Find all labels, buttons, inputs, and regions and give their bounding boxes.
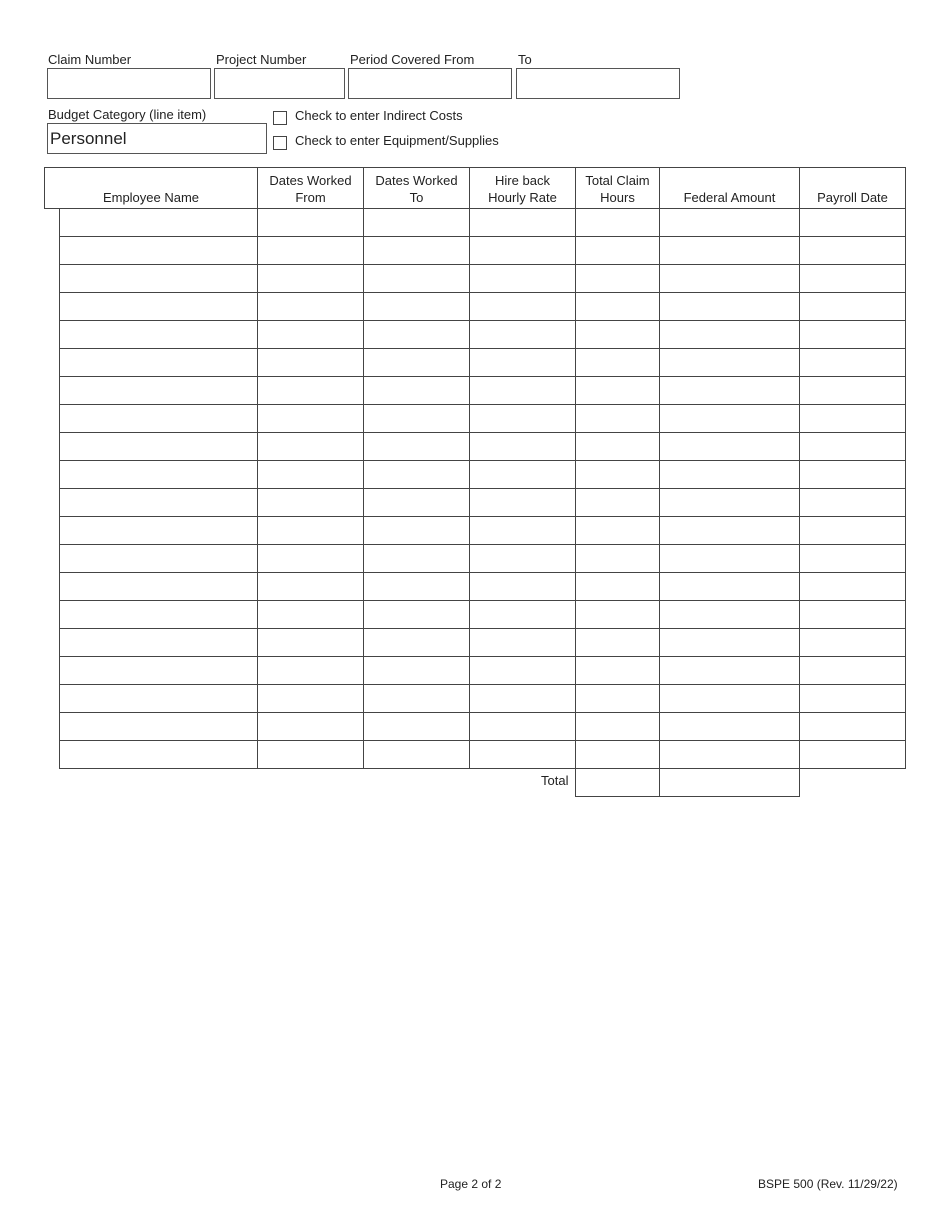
table-cell-employee-name[interactable] bbox=[59, 264, 258, 293]
table-cell-dates-to[interactable] bbox=[363, 656, 470, 685]
total-label: Total bbox=[541, 773, 569, 788]
column-header-federal-amount: Federal Amount bbox=[659, 167, 800, 209]
table-cell-hourly-rate[interactable] bbox=[469, 600, 576, 629]
table-cell-hourly-rate[interactable] bbox=[469, 544, 576, 573]
table-cell-payroll-date[interactable] bbox=[799, 628, 906, 657]
table-cell-dates-from[interactable] bbox=[257, 292, 364, 321]
table-cell-payroll-date[interactable] bbox=[799, 348, 906, 377]
table-cell-claim-hours[interactable] bbox=[575, 404, 660, 433]
table-cell-claim-hours[interactable] bbox=[575, 628, 660, 657]
total-claim-hours-field[interactable] bbox=[575, 768, 660, 797]
table-cell-hourly-rate[interactable] bbox=[469, 488, 576, 517]
indirect-costs-checkbox[interactable] bbox=[273, 111, 287, 125]
table-cell-payroll-date[interactable] bbox=[799, 208, 906, 237]
table-cell-employee-name[interactable] bbox=[59, 684, 258, 713]
table-cell-dates-to[interactable] bbox=[363, 460, 470, 489]
budget-category-field[interactable] bbox=[47, 123, 267, 154]
table-cell-dates-from[interactable] bbox=[257, 264, 364, 293]
table-cell-employee-name[interactable] bbox=[59, 600, 258, 629]
table-cell-hourly-rate[interactable] bbox=[469, 292, 576, 321]
table-cell-dates-from[interactable] bbox=[257, 376, 364, 405]
table-cell-dates-to[interactable] bbox=[363, 544, 470, 573]
table-cell-dates-from[interactable] bbox=[257, 488, 364, 517]
table-cell-claim-hours[interactable] bbox=[575, 684, 660, 713]
table-cell-federal-amount[interactable] bbox=[659, 376, 800, 405]
table-cell-dates-to[interactable] bbox=[363, 572, 470, 601]
table-cell-federal-amount[interactable] bbox=[659, 404, 800, 433]
table-cell-hourly-rate[interactable] bbox=[469, 208, 576, 237]
table-cell-dates-from[interactable] bbox=[257, 404, 364, 433]
table-cell-claim-hours[interactable] bbox=[575, 460, 660, 489]
column-header-payroll-date: Payroll Date bbox=[799, 167, 906, 209]
table-cell-payroll-date[interactable] bbox=[799, 516, 906, 545]
table-cell-payroll-date[interactable] bbox=[799, 572, 906, 601]
table-cell-hourly-rate[interactable] bbox=[469, 376, 576, 405]
table-cell-dates-from[interactable] bbox=[257, 516, 364, 545]
table-cell-claim-hours[interactable] bbox=[575, 208, 660, 237]
table-cell-claim-hours[interactable] bbox=[575, 740, 660, 769]
table-cell-federal-amount[interactable] bbox=[659, 516, 800, 545]
table-cell-payroll-date[interactable] bbox=[799, 292, 906, 321]
table-cell-hourly-rate[interactable] bbox=[469, 656, 576, 685]
table-cell-federal-amount[interactable] bbox=[659, 264, 800, 293]
period-from-label: Period Covered From bbox=[350, 52, 475, 67]
table-cell-dates-to[interactable] bbox=[363, 264, 470, 293]
table-cell-employee-name[interactable] bbox=[59, 628, 258, 657]
table-cell-dates-to[interactable] bbox=[363, 712, 470, 741]
page-number: Page 2 of 2 bbox=[440, 1177, 502, 1191]
project-number-label: Project Number bbox=[216, 52, 307, 67]
table-cell-hourly-rate[interactable] bbox=[469, 404, 576, 433]
table-cell-dates-from[interactable] bbox=[257, 600, 364, 629]
table-cell-claim-hours[interactable] bbox=[575, 544, 660, 573]
project-number-field[interactable] bbox=[214, 68, 345, 99]
table-cell-claim-hours[interactable] bbox=[575, 348, 660, 377]
table-cell-federal-amount[interactable] bbox=[659, 488, 800, 517]
column-header-dates-to: Dates Worked To bbox=[363, 167, 470, 209]
table-cell-dates-from[interactable] bbox=[257, 740, 364, 769]
table-cell-dates-to[interactable] bbox=[363, 628, 470, 657]
table-cell-federal-amount[interactable] bbox=[659, 628, 800, 657]
table-cell-dates-from[interactable] bbox=[257, 656, 364, 685]
table-cell-employee-name[interactable] bbox=[59, 516, 258, 545]
table-cell-hourly-rate[interactable] bbox=[469, 684, 576, 713]
table-cell-claim-hours[interactable] bbox=[575, 292, 660, 321]
table-cell-dates-from[interactable] bbox=[257, 460, 364, 489]
table-cell-dates-from[interactable] bbox=[257, 236, 364, 265]
table-cell-dates-from[interactable] bbox=[257, 208, 364, 237]
table-cell-dates-to[interactable] bbox=[363, 292, 470, 321]
table-cell-federal-amount[interactable] bbox=[659, 572, 800, 601]
table-cell-dates-from[interactable] bbox=[257, 544, 364, 573]
table-cell-employee-name[interactable] bbox=[59, 740, 258, 769]
table-cell-hourly-rate[interactable] bbox=[469, 628, 576, 657]
table-cell-federal-amount[interactable] bbox=[659, 236, 800, 265]
table-cell-payroll-date[interactable] bbox=[799, 488, 906, 517]
table-cell-payroll-date[interactable] bbox=[799, 236, 906, 265]
equipment-supplies-checkbox[interactable] bbox=[273, 136, 287, 150]
table-cell-dates-from[interactable] bbox=[257, 712, 364, 741]
column-header-dates-from: Dates Worked From bbox=[257, 167, 364, 209]
table-cell-hourly-rate[interactable] bbox=[469, 264, 576, 293]
table-cell-employee-name[interactable] bbox=[59, 348, 258, 377]
table-cell-employee-name[interactable] bbox=[59, 376, 258, 405]
table-cell-hourly-rate[interactable] bbox=[469, 516, 576, 545]
table-cell-payroll-date[interactable] bbox=[799, 712, 906, 741]
table-cell-employee-name[interactable] bbox=[59, 208, 258, 237]
equipment-supplies-label: Check to enter Equipment/Supplies bbox=[295, 133, 499, 148]
table-cell-payroll-date[interactable] bbox=[799, 264, 906, 293]
table-cell-hourly-rate[interactable] bbox=[469, 432, 576, 461]
table-cell-federal-amount[interactable] bbox=[659, 740, 800, 769]
table-cell-payroll-date[interactable] bbox=[799, 432, 906, 461]
column-header-hourly-rate: Hire back Hourly Rate bbox=[469, 167, 576, 209]
table-cell-claim-hours[interactable] bbox=[575, 236, 660, 265]
table-cell-claim-hours[interactable] bbox=[575, 264, 660, 293]
table-cell-employee-name[interactable] bbox=[59, 404, 258, 433]
table-cell-hourly-rate[interactable] bbox=[469, 348, 576, 377]
total-federal-amount-field[interactable] bbox=[659, 768, 800, 797]
table-cell-federal-amount[interactable] bbox=[659, 460, 800, 489]
table-cell-employee-name[interactable] bbox=[59, 712, 258, 741]
table-cell-dates-to[interactable] bbox=[363, 236, 470, 265]
table-cell-employee-name[interactable] bbox=[59, 572, 258, 601]
table-cell-dates-to[interactable] bbox=[363, 404, 470, 433]
table-cell-employee-name[interactable] bbox=[59, 320, 258, 349]
table-cell-dates-to[interactable] bbox=[363, 684, 470, 713]
table-cell-dates-to[interactable] bbox=[363, 320, 470, 349]
table-cell-employee-name[interactable] bbox=[59, 544, 258, 573]
table-cell-federal-amount[interactable] bbox=[659, 292, 800, 321]
table-cell-employee-name[interactable] bbox=[59, 656, 258, 685]
table-cell-payroll-date[interactable] bbox=[799, 656, 906, 685]
table-cell-federal-amount[interactable] bbox=[659, 712, 800, 741]
table-cell-dates-from[interactable] bbox=[257, 628, 364, 657]
table-cell-federal-amount[interactable] bbox=[659, 684, 800, 713]
claim-number-field[interactable] bbox=[47, 68, 211, 99]
table-cell-claim-hours[interactable] bbox=[575, 572, 660, 601]
table-cell-dates-from[interactable] bbox=[257, 684, 364, 713]
table-cell-dates-to[interactable] bbox=[363, 488, 470, 517]
table-cell-dates-to[interactable] bbox=[363, 348, 470, 377]
budget-category-value: Personnel bbox=[50, 129, 127, 148]
table-cell-dates-to[interactable] bbox=[363, 208, 470, 237]
period-to-label: To bbox=[518, 52, 532, 67]
form-id: BSPE 500 (Rev. 11/29/22) bbox=[758, 1177, 898, 1191]
table-cell-dates-to[interactable] bbox=[363, 516, 470, 545]
table-cell-employee-name[interactable] bbox=[59, 460, 258, 489]
table-cell-federal-amount[interactable] bbox=[659, 320, 800, 349]
table-cell-claim-hours[interactable] bbox=[575, 320, 660, 349]
period-from-field[interactable] bbox=[348, 68, 512, 99]
table-cell-employee-name[interactable] bbox=[59, 236, 258, 265]
table-cell-claim-hours[interactable] bbox=[575, 376, 660, 405]
table-cell-claim-hours[interactable] bbox=[575, 516, 660, 545]
table-cell-dates-from[interactable] bbox=[257, 348, 364, 377]
column-header-employee-name: Employee Name bbox=[44, 167, 258, 209]
table-cell-hourly-rate[interactable] bbox=[469, 320, 576, 349]
table-cell-payroll-date[interactable] bbox=[799, 740, 906, 769]
table-cell-federal-amount[interactable] bbox=[659, 432, 800, 461]
table-cell-dates-from[interactable] bbox=[257, 320, 364, 349]
table-cell-claim-hours[interactable] bbox=[575, 656, 660, 685]
table-cell-hourly-rate[interactable] bbox=[469, 460, 576, 489]
table-cell-hourly-rate[interactable] bbox=[469, 712, 576, 741]
table-cell-federal-amount[interactable] bbox=[659, 600, 800, 629]
table-cell-payroll-date[interactable] bbox=[799, 376, 906, 405]
table-cell-claim-hours[interactable] bbox=[575, 432, 660, 461]
table-cell-hourly-rate[interactable] bbox=[469, 572, 576, 601]
table-cell-hourly-rate[interactable] bbox=[469, 236, 576, 265]
table-cell-federal-amount[interactable] bbox=[659, 348, 800, 377]
table-cell-federal-amount[interactable] bbox=[659, 656, 800, 685]
table-cell-employee-name[interactable] bbox=[59, 488, 258, 517]
table-cell-employee-name[interactable] bbox=[59, 292, 258, 321]
table-cell-federal-amount[interactable] bbox=[659, 208, 800, 237]
table-cell-dates-from[interactable] bbox=[257, 572, 364, 601]
budget-category-label: Budget Category (line item) bbox=[48, 107, 207, 122]
table-cell-federal-amount[interactable] bbox=[659, 544, 800, 573]
table-cell-payroll-date[interactable] bbox=[799, 600, 906, 629]
table-cell-dates-to[interactable] bbox=[363, 376, 470, 405]
table-cell-payroll-date[interactable] bbox=[799, 460, 906, 489]
indirect-costs-label: Check to enter Indirect Costs bbox=[295, 108, 463, 123]
table-cell-dates-from[interactable] bbox=[257, 432, 364, 461]
table-cell-claim-hours[interactable] bbox=[575, 600, 660, 629]
claim-number-label: Claim Number bbox=[48, 52, 132, 67]
table-cell-dates-to[interactable] bbox=[363, 740, 470, 769]
table-cell-hourly-rate[interactable] bbox=[469, 740, 576, 769]
table-cell-payroll-date[interactable] bbox=[799, 320, 906, 349]
period-to-field[interactable] bbox=[516, 68, 680, 99]
table-cell-claim-hours[interactable] bbox=[575, 488, 660, 517]
table-cell-employee-name[interactable] bbox=[59, 432, 258, 461]
column-header-claim-hours: Total Claim Hours bbox=[575, 167, 660, 209]
table-cell-payroll-date[interactable] bbox=[799, 404, 906, 433]
table-cell-payroll-date[interactable] bbox=[799, 544, 906, 573]
table-cell-payroll-date[interactable] bbox=[799, 684, 906, 713]
table-cell-claim-hours[interactable] bbox=[575, 712, 660, 741]
table-cell-dates-to[interactable] bbox=[363, 600, 470, 629]
table-cell-dates-to[interactable] bbox=[363, 432, 470, 461]
